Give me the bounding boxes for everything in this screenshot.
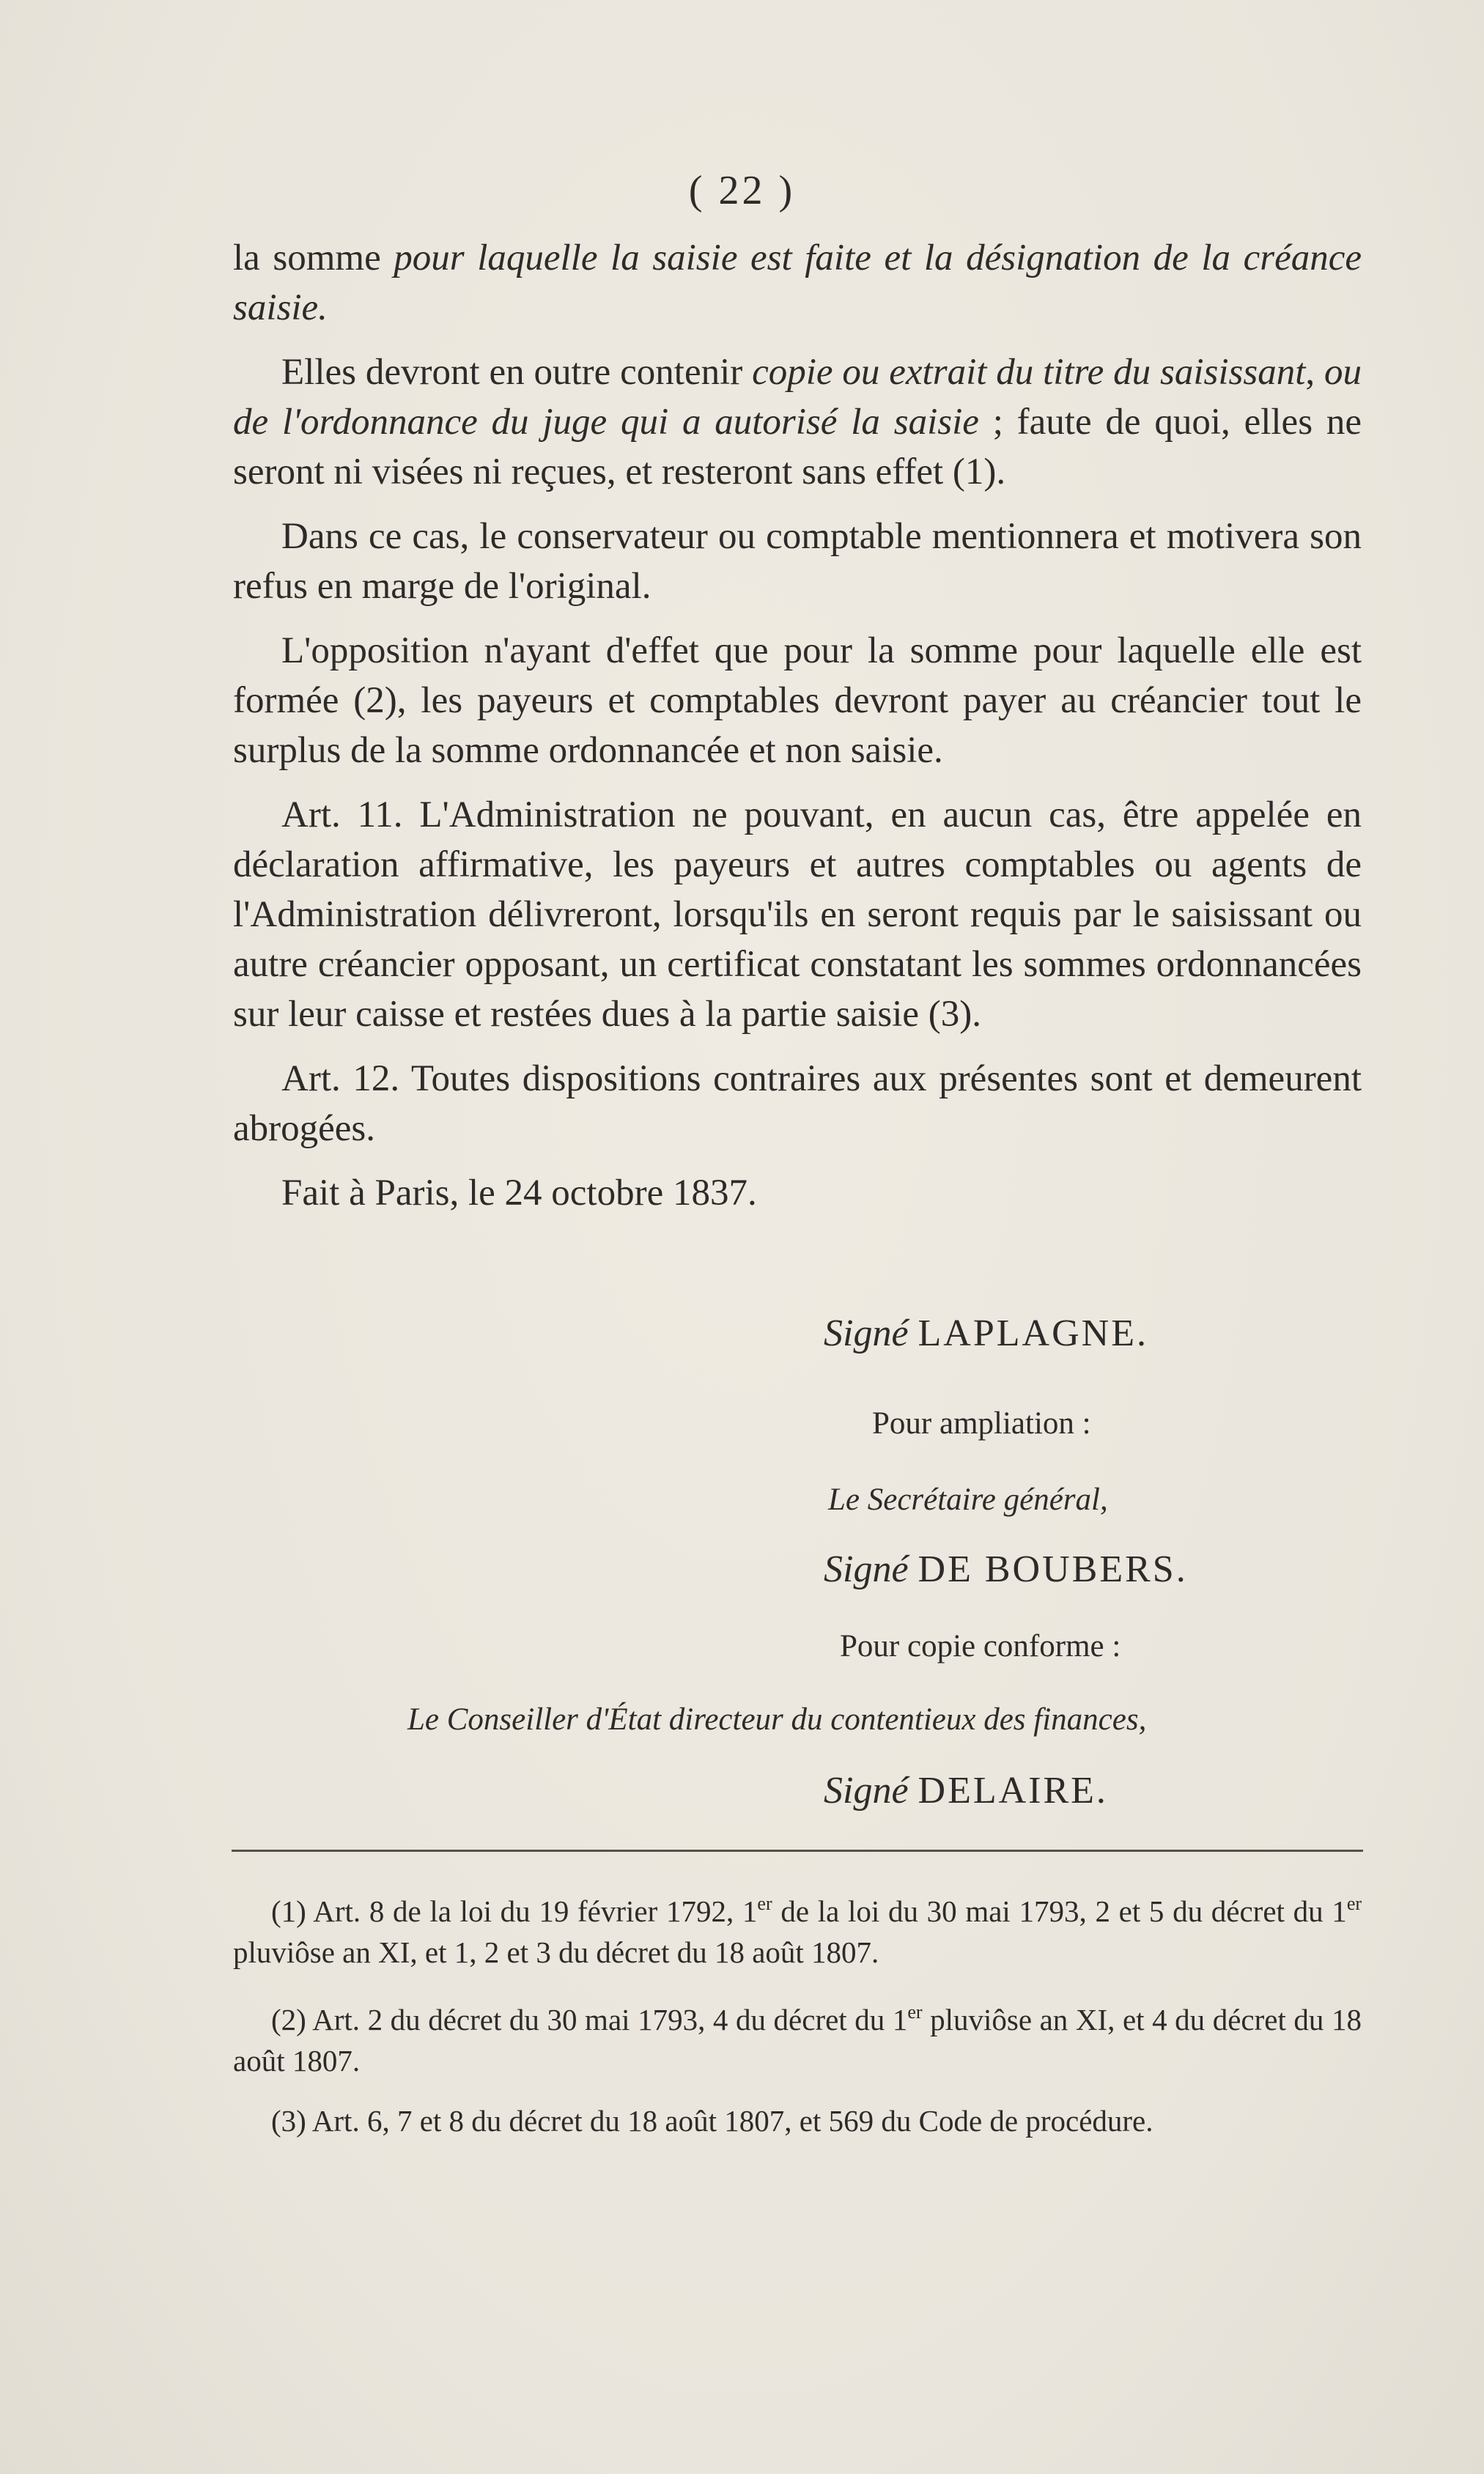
body-text: [233, 233, 1362, 1233]
paragraph-1: [233, 233, 1362, 333]
fn2-b: pluviôse an XI, et 4 du décret du 18 août 1807.: [233, 2003, 1362, 2078]
conseiller-line: [407, 1702, 1146, 1738]
secretaire-line: [828, 1482, 1108, 1518]
ampliation-line: Pour ampliation :: [872, 1406, 1091, 1441]
signature-laplagne: [824, 1312, 1148, 1355]
footnote-2: [233, 1992, 1362, 2081]
paragraph-2: [233, 347, 1362, 497]
signature-delaire: [824, 1769, 1108, 1812]
fn1-c: pluviôse an XI, et 1, 2 et 3 du décret du 18 août 1807.: [233, 1935, 879, 1969]
signature-boubers: [824, 1548, 1188, 1591]
article-11: Art. 11. L'Administration ne pouvant, en aucun cas, être appelée en déclaration affirmative, les payeurs et autres comptables ou agents de l'Administration délivreront, lorsqu'ils en seront requis par le saisissant ou autre créancier opposant, un certificat constatant les sommes ordonnancées sur leur caisse et restées dues à la partie saisie (3).: [233, 794, 1362, 1035]
footnote-divider: [232, 1850, 1363, 1852]
p2-italic-1: copie ou extrait du titre du saisissant: [752, 352, 1306, 393]
fn1-a: (1) Art. 8 de la loi du 19 février 1792, 1: [271, 1894, 758, 1928]
paragraph-3: Dans ce cas, le conservateur ou comptable mentionnera et motivera son refus en marge de l'original.: [233, 516, 1362, 607]
fn1-sup-1: er: [757, 1893, 772, 1914]
date-line: Fait à Paris, le 24 octobre 1837.: [281, 1173, 757, 1214]
signe-label: Signé: [824, 1548, 909, 1590]
p2-text-b: ,: [1305, 352, 1324, 393]
fn2-a: (2) Art. 2 du décret du 30 mai 1793, 4 du décret du 1: [271, 2003, 908, 2037]
copie-conforme-line: Pour copie conforme :: [840, 1629, 1121, 1664]
p1-italic: pour laquelle la saisie est faite et la désignation de la créance saisie.: [233, 237, 1362, 328]
article-12: Art. 12. Toutes dispositions contraires aux présentes sont et demeurent abrogées.: [233, 1058, 1362, 1149]
signe-label: Signé: [824, 1312, 909, 1354]
footnote-1: [233, 1883, 1362, 1973]
paragraph-4: L'opposition n'ayant d'effet que pour la somme pour laquelle elle est formée (2), les payeurs et comptables devront payer au créancier tout le surplus de la somme ordonnancée et non saisie.: [233, 630, 1362, 771]
fn1-b: de la loi du 30 mai 1793, 2 et 5 du décret du 1: [772, 1894, 1347, 1928]
signatory-name: DELAIRE.: [918, 1770, 1108, 1812]
page-number: ( 22 ): [688, 168, 796, 213]
p2-text-c: ; faute de quoi, elles ne seront ni visées ni reçues, et resteront sans effet (1).: [233, 402, 1362, 492]
fn2-sup: er: [907, 2001, 923, 2023]
secretaire-title: Le Secrétaire général,: [828, 1482, 1108, 1517]
conseiller-title: Le Conseiller d'État directeur du contentieux des finances,: [407, 1702, 1147, 1737]
p1-text: la somme: [233, 237, 394, 278]
signatory-name: DE BOUBERS.: [918, 1548, 1188, 1590]
fn1-sup-2: er: [1346, 1893, 1362, 1914]
footnote-3: (3) Art. 6, 7 et 8 du décret du 18 août 1807, et 569 du Code de procédure.: [271, 2104, 1153, 2138]
signatory-name: LAPLAGNE.: [918, 1312, 1148, 1354]
p2-text-a: Elles devront en outre contenir: [281, 352, 753, 393]
p2-italic-2: ou de l'ordonnance du juge qui a autorisé la saisie: [233, 352, 1362, 443]
signe-label: Signé: [824, 1770, 909, 1812]
footnotes: [233, 1883, 1362, 2160]
